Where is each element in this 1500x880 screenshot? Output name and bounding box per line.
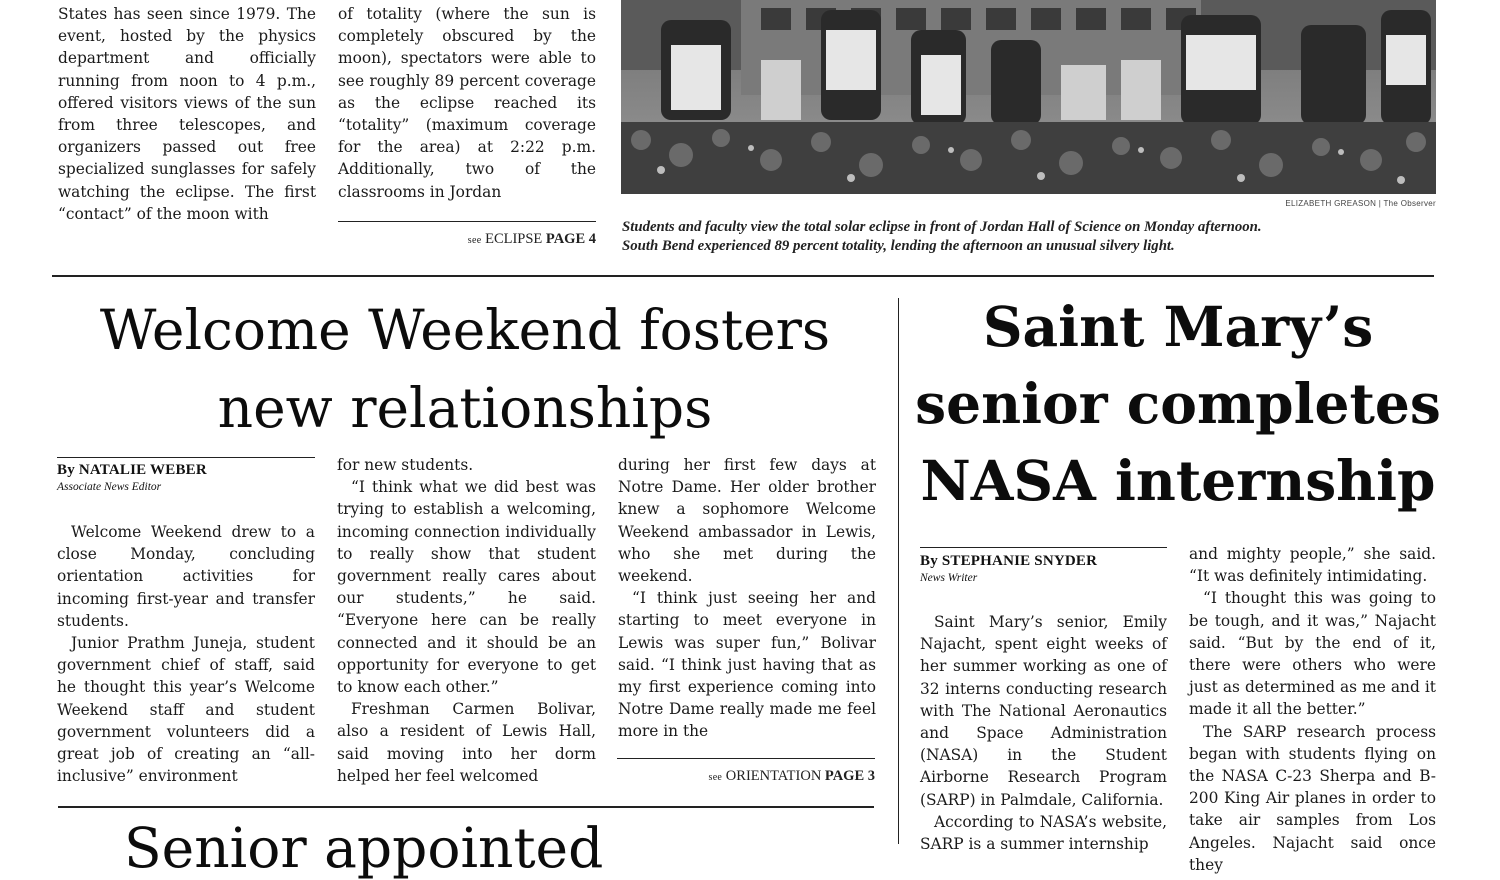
welcome-col2-p1: for new students. xyxy=(337,456,474,474)
eclipse-jump-line[interactable] xyxy=(468,231,596,248)
welcome-headline-line-2: new relationships xyxy=(217,376,713,440)
welcome-byline xyxy=(57,462,207,493)
section-divider xyxy=(52,275,1434,277)
eclipse-story-column-2 xyxy=(338,3,596,209)
jump-page: PAGE 4 xyxy=(545,231,596,247)
crowd-photo-illustration xyxy=(621,0,1436,194)
welcome-byline-rule xyxy=(57,457,315,458)
nasa-headline-line-2: senior completes xyxy=(915,371,1441,436)
nasa-headline-line-1: Saint Mary’s xyxy=(982,294,1374,359)
welcome-col3-p1: during her first few days at Notre Dame. Her older brother knew a sophomore Welcome Weekend ambassador in Lewis, who she met during the weekend. xyxy=(618,456,876,586)
welcome-jump-rule xyxy=(617,758,875,759)
caption-line-2: South Bend experienced 89 percent totality, lending the afternoon an unusual silvery light. xyxy=(622,238,1175,254)
welcome-jump-line[interactable] xyxy=(709,768,876,785)
nasa-col1-p1: Saint Mary’s senior, Emily Najacht, spent eight weeks of her summer working as one of 32 interns conducting research with The National Aeronautics and Space Administration (NASA) in the Student Airborne Research Program (SARP) in Palmdale, California. xyxy=(920,613,1167,809)
welcome-column-2 xyxy=(337,454,596,791)
jump-slug: ORIENTATION xyxy=(725,768,822,784)
byline-role: Associate News Editor xyxy=(57,481,162,493)
byline-name: By STEPHANIE SNYDER xyxy=(920,553,1098,569)
eclipse-col1-text: States has seen since 1979. The event, hosted by the physics department and officially running from noon to 4 p.m., offered visitors views of the sun from three telescopes, and organizers passed out free specialized sunglasses for safely watching the eclipse. The first “contact” of the moon with xyxy=(58,5,316,223)
nasa-headline[interactable] xyxy=(910,288,1446,519)
nasa-column-1 xyxy=(920,611,1167,854)
eclipse-story-column-1 xyxy=(58,3,316,253)
jump-slug: ECLIPSE xyxy=(485,231,543,247)
nasa-col2-p3: The SARP research process began with students flying on the NASA C-23 Sherpa and B-200 King Air planes in order to take air samples from Los Angeles. Najacht said once they xyxy=(1189,722,1436,874)
byline-role: News Writer xyxy=(920,572,978,584)
eclipse-col2-text: of totality (where the sun is completely obscured by the moon), spectators were able to see roughly 89 percent coverage as the eclipse reached its “totality” (maximum coverage for the area) at 2:22 p.m. Additionally, two of the classrooms in Jordan xyxy=(338,5,596,201)
caption-line-1: Students and faculty view the total solar eclipse in front of Jordan Hall of Science on Monday afternoon. xyxy=(622,219,1262,235)
jump-see: see xyxy=(708,772,723,783)
nasa-headline-line-3: NASA internship xyxy=(920,448,1436,513)
welcome-col1-p1: Welcome Weekend drew to a close Monday, concluding orientation activities for incoming first-year and transfer students. xyxy=(57,523,315,630)
nasa-col1-p2: According to NASA’s website, SARP is a summer internship xyxy=(920,812,1167,854)
welcome-bottom-rule xyxy=(58,806,874,808)
eclipse-jump-rule xyxy=(338,221,596,222)
jump-see: see xyxy=(467,235,482,246)
next-story-headline[interactable] xyxy=(60,816,860,880)
welcome-column-3 xyxy=(618,454,876,748)
nasa-col2-p1: and mighty people,” she said. “It was definitely intimidating. xyxy=(1189,545,1436,586)
welcome-col1-p2: Junior Prathm Juneja, student government chief of staff, said he thought this year’s Welcome Weekend staff and student government volunteers did a great job of creating an “all-inclusive” environment xyxy=(57,634,315,786)
eclipse-photo xyxy=(621,0,1436,194)
byline-name: By NATALIE WEBER xyxy=(57,462,207,478)
photo-caption xyxy=(622,218,1452,256)
welcome-headline[interactable] xyxy=(40,291,890,447)
nasa-col2-p2: “I thought this was going to be tough, and it was,” Najacht said. “But by the end of it, there were others who were just as determined as me and it made it all the better.” xyxy=(1189,589,1436,719)
welcome-col3-p2: “I think just seeing her and starting to meet everyone in Lewis was super fun,” Bolivar said. “I think just having that as my first experience coming into Notre Dame really made me feel more in the xyxy=(618,589,876,741)
nasa-column-2 xyxy=(1189,543,1436,874)
next-headline-text: Senior appointed xyxy=(124,816,604,880)
welcome-headline-line-1: Welcome Weekend fosters xyxy=(99,298,831,362)
photo-credit: ELIZABETH GREASON | The Observer xyxy=(1285,199,1436,208)
welcome-column-1 xyxy=(57,521,315,791)
welcome-col2-p2: “I think what we did best was trying to establish a welcoming, incoming connection individually to really show that student government really cares about our students,” he said. “Everyone here can be really connected and it should be an opportunity for everyone to get to know each other.” xyxy=(337,478,596,697)
nasa-byline xyxy=(920,553,1097,584)
jump-page: PAGE 3 xyxy=(824,768,875,784)
column-divider xyxy=(898,298,899,844)
nasa-byline-rule xyxy=(920,547,1167,548)
welcome-col2-p3: Freshman Carmen Bolivar, also a resident of Lewis Hall, said moving into her dorm helped her feel welcomed xyxy=(337,700,596,785)
